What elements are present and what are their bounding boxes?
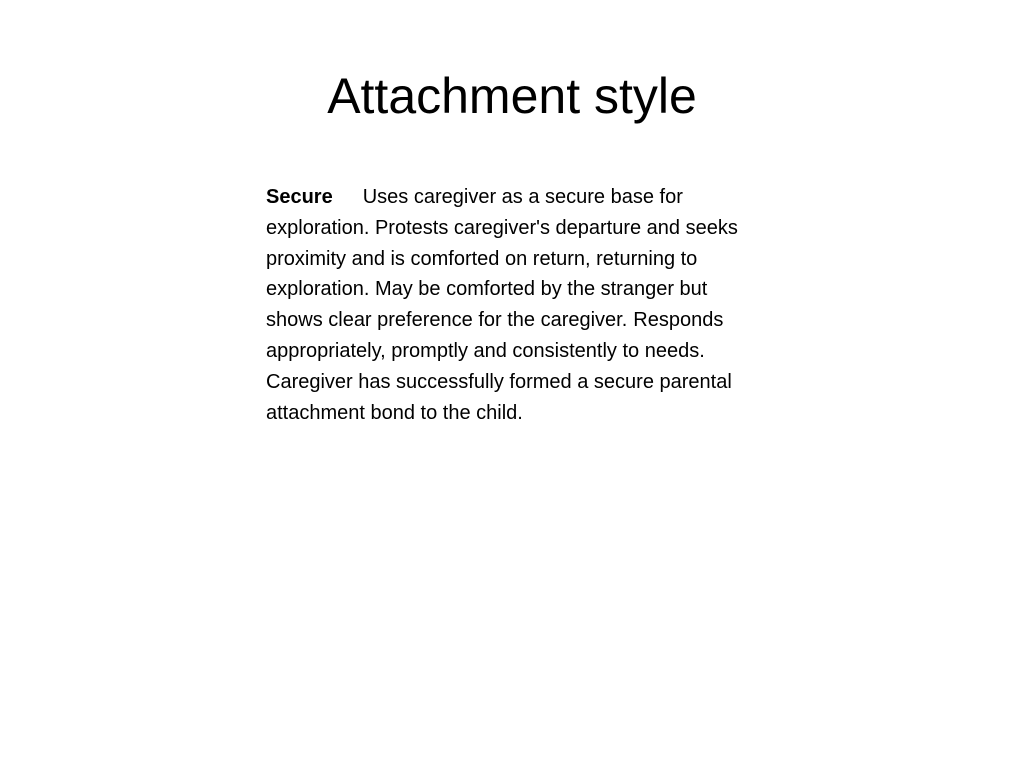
attachment-term: Secure (266, 186, 333, 208)
description-block (266, 182, 766, 428)
caregiver-response-text: Responds appropriately, promptly and consistently to needs. Caregiver has successfully formed a secure parental attachment bond to the child. (266, 309, 732, 424)
child-behavior-text: Uses caregiver as a secure base for exploration. Protests caregiver's departure and seeks proximity and is comforted on return, returning to exploration. May be comforted by the stranger but shows clear preference for the caregiver. (266, 186, 738, 332)
slide-title: Attachment style (327, 68, 697, 124)
